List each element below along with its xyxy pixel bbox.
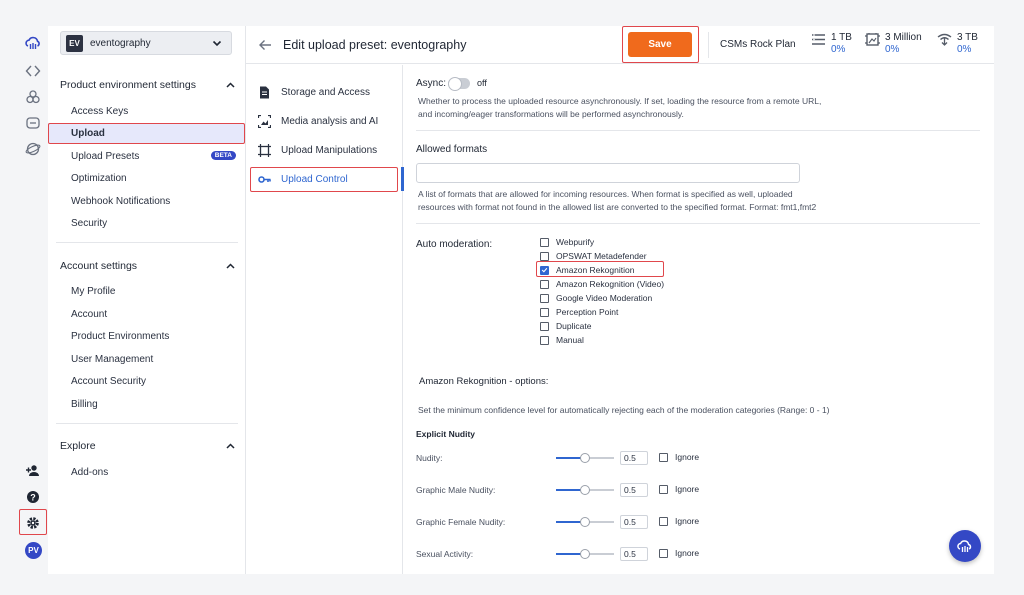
checkbox[interactable] [659, 485, 668, 494]
cloud-logo-icon[interactable] [25, 35, 41, 51]
help-icon[interactable] [25, 489, 41, 505]
stat-value: 1 TB [831, 32, 852, 43]
chevron-up-icon [225, 80, 236, 91]
checkbox[interactable] [540, 280, 549, 289]
save-highlight [622, 26, 699, 63]
sidebar-item-product-environments[interactable] [48, 326, 246, 346]
checkbox[interactable] [540, 322, 549, 331]
settings-sidebar [48, 26, 246, 574]
environment-name: eventography [90, 37, 151, 49]
sidebar-item-account-security[interactable] [48, 371, 246, 391]
icon-rail [18, 26, 48, 574]
divider [708, 32, 709, 58]
tab-label: Storage and Access [281, 86, 370, 98]
divider [56, 423, 238, 424]
allowed-formats-help-line1: A list of formats that are allowed for incoming resources. When format is specified as well, uploaded [418, 189, 793, 199]
slider-label-sexual-activity: Sexual Activity: [416, 549, 474, 559]
plan-name: CSMs Rock Plan [720, 39, 796, 50]
sidebar-item-user-management[interactable] [48, 349, 246, 369]
save-button[interactable]: Save [628, 32, 692, 57]
sidebar-item-upload-presets[interactable] [48, 146, 246, 166]
slider-handle[interactable] [580, 517, 590, 527]
ignore-label: Ignore [675, 452, 700, 462]
checkbox[interactable] [659, 517, 668, 526]
nudity-ignore[interactable] [659, 452, 699, 462]
moderation-option-perception-point[interactable] [540, 306, 618, 318]
sidebar-item-label: Webhook Notifications [71, 195, 171, 207]
option-label: Amazon Rekognition [556, 265, 635, 275]
sexual-activity-slider[interactable] [556, 553, 614, 555]
graphic-female-nudity-slider[interactable] [556, 521, 614, 523]
sidebar-item-label: Access Keys [71, 105, 129, 117]
explore-header[interactable] [60, 440, 236, 452]
tab-storage-and-access[interactable] [249, 80, 399, 104]
checkbox[interactable] [540, 252, 549, 261]
sidebar-item-label: User Management [71, 353, 154, 365]
moderation-option-amazon-rekognition-video[interactable] [540, 278, 664, 290]
rekognition-highlight [536, 261, 664, 277]
environment-badge: EV [66, 35, 83, 52]
storage-icon [811, 33, 826, 46]
sidebar-item-access-keys[interactable] [48, 101, 246, 121]
chevron-up-icon [225, 441, 236, 452]
ignore-label: Ignore [675, 484, 700, 494]
sidebar-item-optimization[interactable] [48, 168, 246, 188]
page-title: Edit upload preset: eventography [283, 38, 467, 52]
allowed-formats-help-line2: resources with format not found in the allowed list are converted to the specified format. Format: fmt1,fmt2 [418, 202, 817, 212]
floating-help-button[interactable] [949, 530, 981, 562]
ignore-label: Ignore [675, 516, 700, 526]
slider-label-graphic-female-nudity: Graphic Female Nudity: [416, 517, 506, 527]
option-label: Duplicate [556, 321, 592, 331]
checkbox[interactable] [659, 549, 668, 558]
moderation-option-google-video[interactable] [540, 292, 652, 304]
upload-highlight [48, 123, 245, 144]
divider [416, 130, 980, 131]
async-label: Async: [416, 78, 447, 89]
bandwidth-icon [937, 33, 952, 46]
tab-media-analysis[interactable] [249, 109, 399, 133]
sidebar-item-label: Optimization [71, 172, 127, 184]
account-settings-header[interactable] [60, 260, 236, 272]
svg-text:?: ? [30, 492, 36, 503]
moderation-option-webpurify[interactable] [540, 236, 594, 248]
storage-stat [811, 32, 852, 56]
tab-label: Upload Manipulations [281, 144, 378, 156]
add-user-icon[interactable] [25, 463, 41, 479]
sidebar-item-label: Security [71, 217, 108, 229]
tab-label: Upload Control [281, 173, 348, 185]
sidebar-item-label: Billing [71, 398, 98, 410]
chevron-up-icon [225, 261, 236, 272]
image-analysis-icon [258, 115, 271, 128]
media-library-icon[interactable] [25, 89, 41, 105]
async-state: off [477, 78, 487, 88]
checkbox[interactable] [540, 336, 549, 345]
nudity-value-input[interactable]: 0.5 [620, 451, 648, 465]
sidebar-item-label: Upload [71, 127, 105, 139]
product-settings-header[interactable] [60, 79, 236, 91]
slider-handle[interactable] [580, 485, 590, 495]
moderation-option-duplicate[interactable] [540, 320, 591, 332]
explicit-nudity-heading: Explicit Nudity [416, 429, 476, 439]
explore-title: Explore [60, 440, 96, 452]
option-label: Amazon Rekognition (Video) [556, 279, 665, 289]
page-header [246, 26, 994, 64]
sidebar-item-account[interactable] [48, 304, 246, 324]
account-settings-title: Account settings [60, 260, 138, 272]
transformations-stat [865, 32, 922, 56]
divider [56, 242, 238, 243]
ignore-label: Ignore [675, 548, 700, 558]
allowed-formats-label: Allowed formats [416, 144, 488, 155]
graphic-female-nudity-ignore[interactable] [659, 516, 699, 526]
bandwidth-stat [937, 32, 978, 56]
nudity-slider[interactable] [556, 457, 614, 459]
slider-handle[interactable] [580, 453, 590, 463]
file-icon [258, 86, 271, 99]
main-panel [246, 26, 994, 574]
sidebar-item-label: Product Environments [71, 330, 170, 342]
sidebar-item-my-profile[interactable] [48, 281, 246, 301]
checkbox[interactable] [540, 294, 549, 303]
stat-value: 3 TB [957, 32, 978, 43]
chevron-down-icon [211, 37, 223, 49]
crop-icon [258, 144, 271, 157]
async-help-line1: Whether to process the uploaded resource asynchronously. If set, loading the resource from a remote URL, [418, 96, 822, 106]
stat-percent: 0% [957, 44, 972, 55]
avatar[interactable]: PV [25, 542, 42, 559]
sidebar-item-security[interactable] [48, 213, 246, 233]
sidebar-item-label: Upload Presets [71, 150, 140, 162]
sidebar-item-label: My Profile [71, 285, 116, 297]
sidebar-item-webhook-notifications[interactable] [48, 191, 246, 211]
upload-control-form [416, 71, 981, 571]
sidebar-item-billing[interactable] [48, 394, 246, 414]
rekognition-options-title: Amazon Rekognition - options: [419, 376, 549, 387]
graphic-male-nudity-slider[interactable] [556, 489, 614, 491]
async-help-line2: and incoming/eager transformations will be performed asynchronously. [418, 109, 684, 119]
async-toggle[interactable] [448, 78, 470, 89]
checkbox[interactable] [540, 238, 549, 247]
stat-percent: 0% [831, 44, 846, 55]
moderation-option-manual[interactable] [540, 334, 584, 346]
assets-icon[interactable] [25, 115, 41, 131]
cloud-logo-icon [957, 539, 973, 553]
rekognition-help: Set the minimum confidence level for automatically rejecting each of the moderation categories (Range: 0 - 1) [418, 405, 830, 415]
option-label: Webpurify [556, 237, 595, 247]
transformations-icon [865, 33, 880, 46]
checkbox[interactable] [659, 453, 668, 462]
sidebar-item-label: Account Security [71, 375, 147, 387]
checkbox[interactable] [540, 308, 549, 317]
allowed-formats-input[interactable] [416, 163, 800, 183]
divider [416, 223, 980, 224]
active-tab-indicator [401, 167, 404, 191]
upload-control-highlight [250, 167, 398, 192]
sidebar-item-label: Add-ons [71, 466, 109, 478]
globe-icon[interactable] [25, 141, 41, 157]
preset-tabs [246, 65, 403, 574]
option-label: Manual [556, 335, 584, 345]
slider-label-graphic-male-nudity: Graphic Male Nudity: [416, 485, 496, 495]
sidebar-item-label: Account [71, 308, 108, 320]
stat-percent: 0% [885, 44, 900, 55]
option-label: Google Video Moderation [556, 293, 653, 303]
slider-handle[interactable] [580, 549, 590, 559]
code-icon[interactable] [25, 63, 41, 79]
graphic-female-nudity-value-input[interactable]: 0.5 [620, 515, 648, 529]
tab-upload-manipulations[interactable] [249, 138, 399, 162]
option-label: Perception Point [556, 307, 619, 317]
auto-moderation-label: Auto moderation: [416, 239, 493, 250]
slider-label-nudity: Nudity: [416, 453, 443, 463]
beta-badge: BETA [211, 151, 236, 160]
graphic-male-nudity-value-input[interactable]: 0.5 [620, 483, 648, 497]
tab-label: Media analysis and AI [281, 115, 379, 127]
sidebar-item-add-ons[interactable] [48, 462, 246, 482]
settings-highlight [19, 509, 47, 535]
stat-value: 3 Million [885, 32, 922, 43]
sexual-activity-ignore[interactable] [659, 548, 699, 558]
product-settings-title: Product environment settings [60, 79, 196, 91]
graphic-male-nudity-ignore[interactable] [659, 484, 699, 494]
option-label: OPSWAT Metadefender [556, 251, 647, 261]
sexual-activity-value-input[interactable]: 0.5 [620, 547, 648, 561]
environment-selector[interactable] [60, 31, 232, 55]
back-arrow-icon[interactable] [258, 38, 272, 52]
